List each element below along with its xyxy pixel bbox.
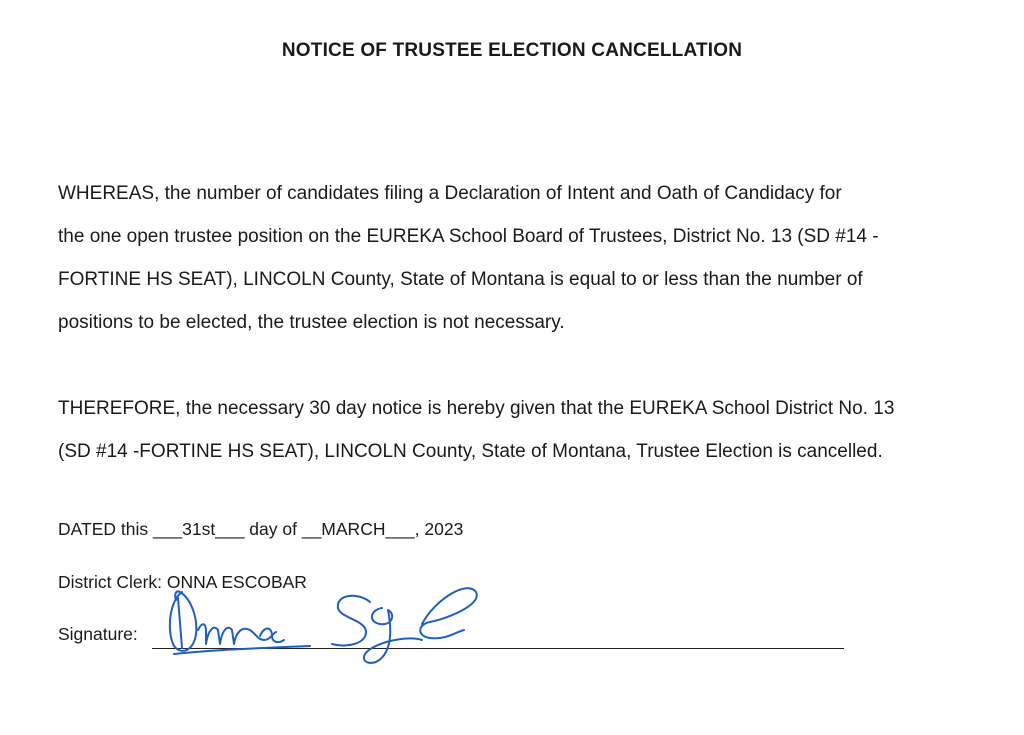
therefore-line: (SD #14 -FORTINE HS SEAT), LINCOLN County, State of Montana, Trustee Election is cancelled. (58, 441, 883, 462)
document-title: NOTICE OF TRUSTEE ELECTION CANCELLATION (281, 40, 743, 61)
dated-line: DATED this ___31st___ day of __MARCH___, 2023 (58, 519, 464, 539)
signature-label: Signature: (58, 624, 138, 644)
whereas-line: FORTINE HS SEAT), LINCOLN County, State of Montana is equal to or less than the number of (58, 269, 863, 290)
whereas-paragraph (58, 172, 978, 344)
therefore-paragraph (58, 387, 978, 473)
whereas-line: WHEREAS, the number of candidates filing a Declaration of Intent and Oath of Candidacy for (58, 183, 842, 204)
handwritten-signature (160, 570, 490, 670)
therefore-line: THEREFORE, the necessary 30 day notice is hereby given that the EUREKA School District No. 13 (58, 398, 895, 419)
whereas-line: the one open trustee position on the EUREKA School Board of Trustees, District No. 13 (SD #14 - (58, 226, 879, 247)
whereas-line: positions to be elected, the trustee election is not necessary. (58, 312, 565, 333)
district-clerk-line: District Clerk: ONNA ESCOBAR (58, 572, 307, 592)
